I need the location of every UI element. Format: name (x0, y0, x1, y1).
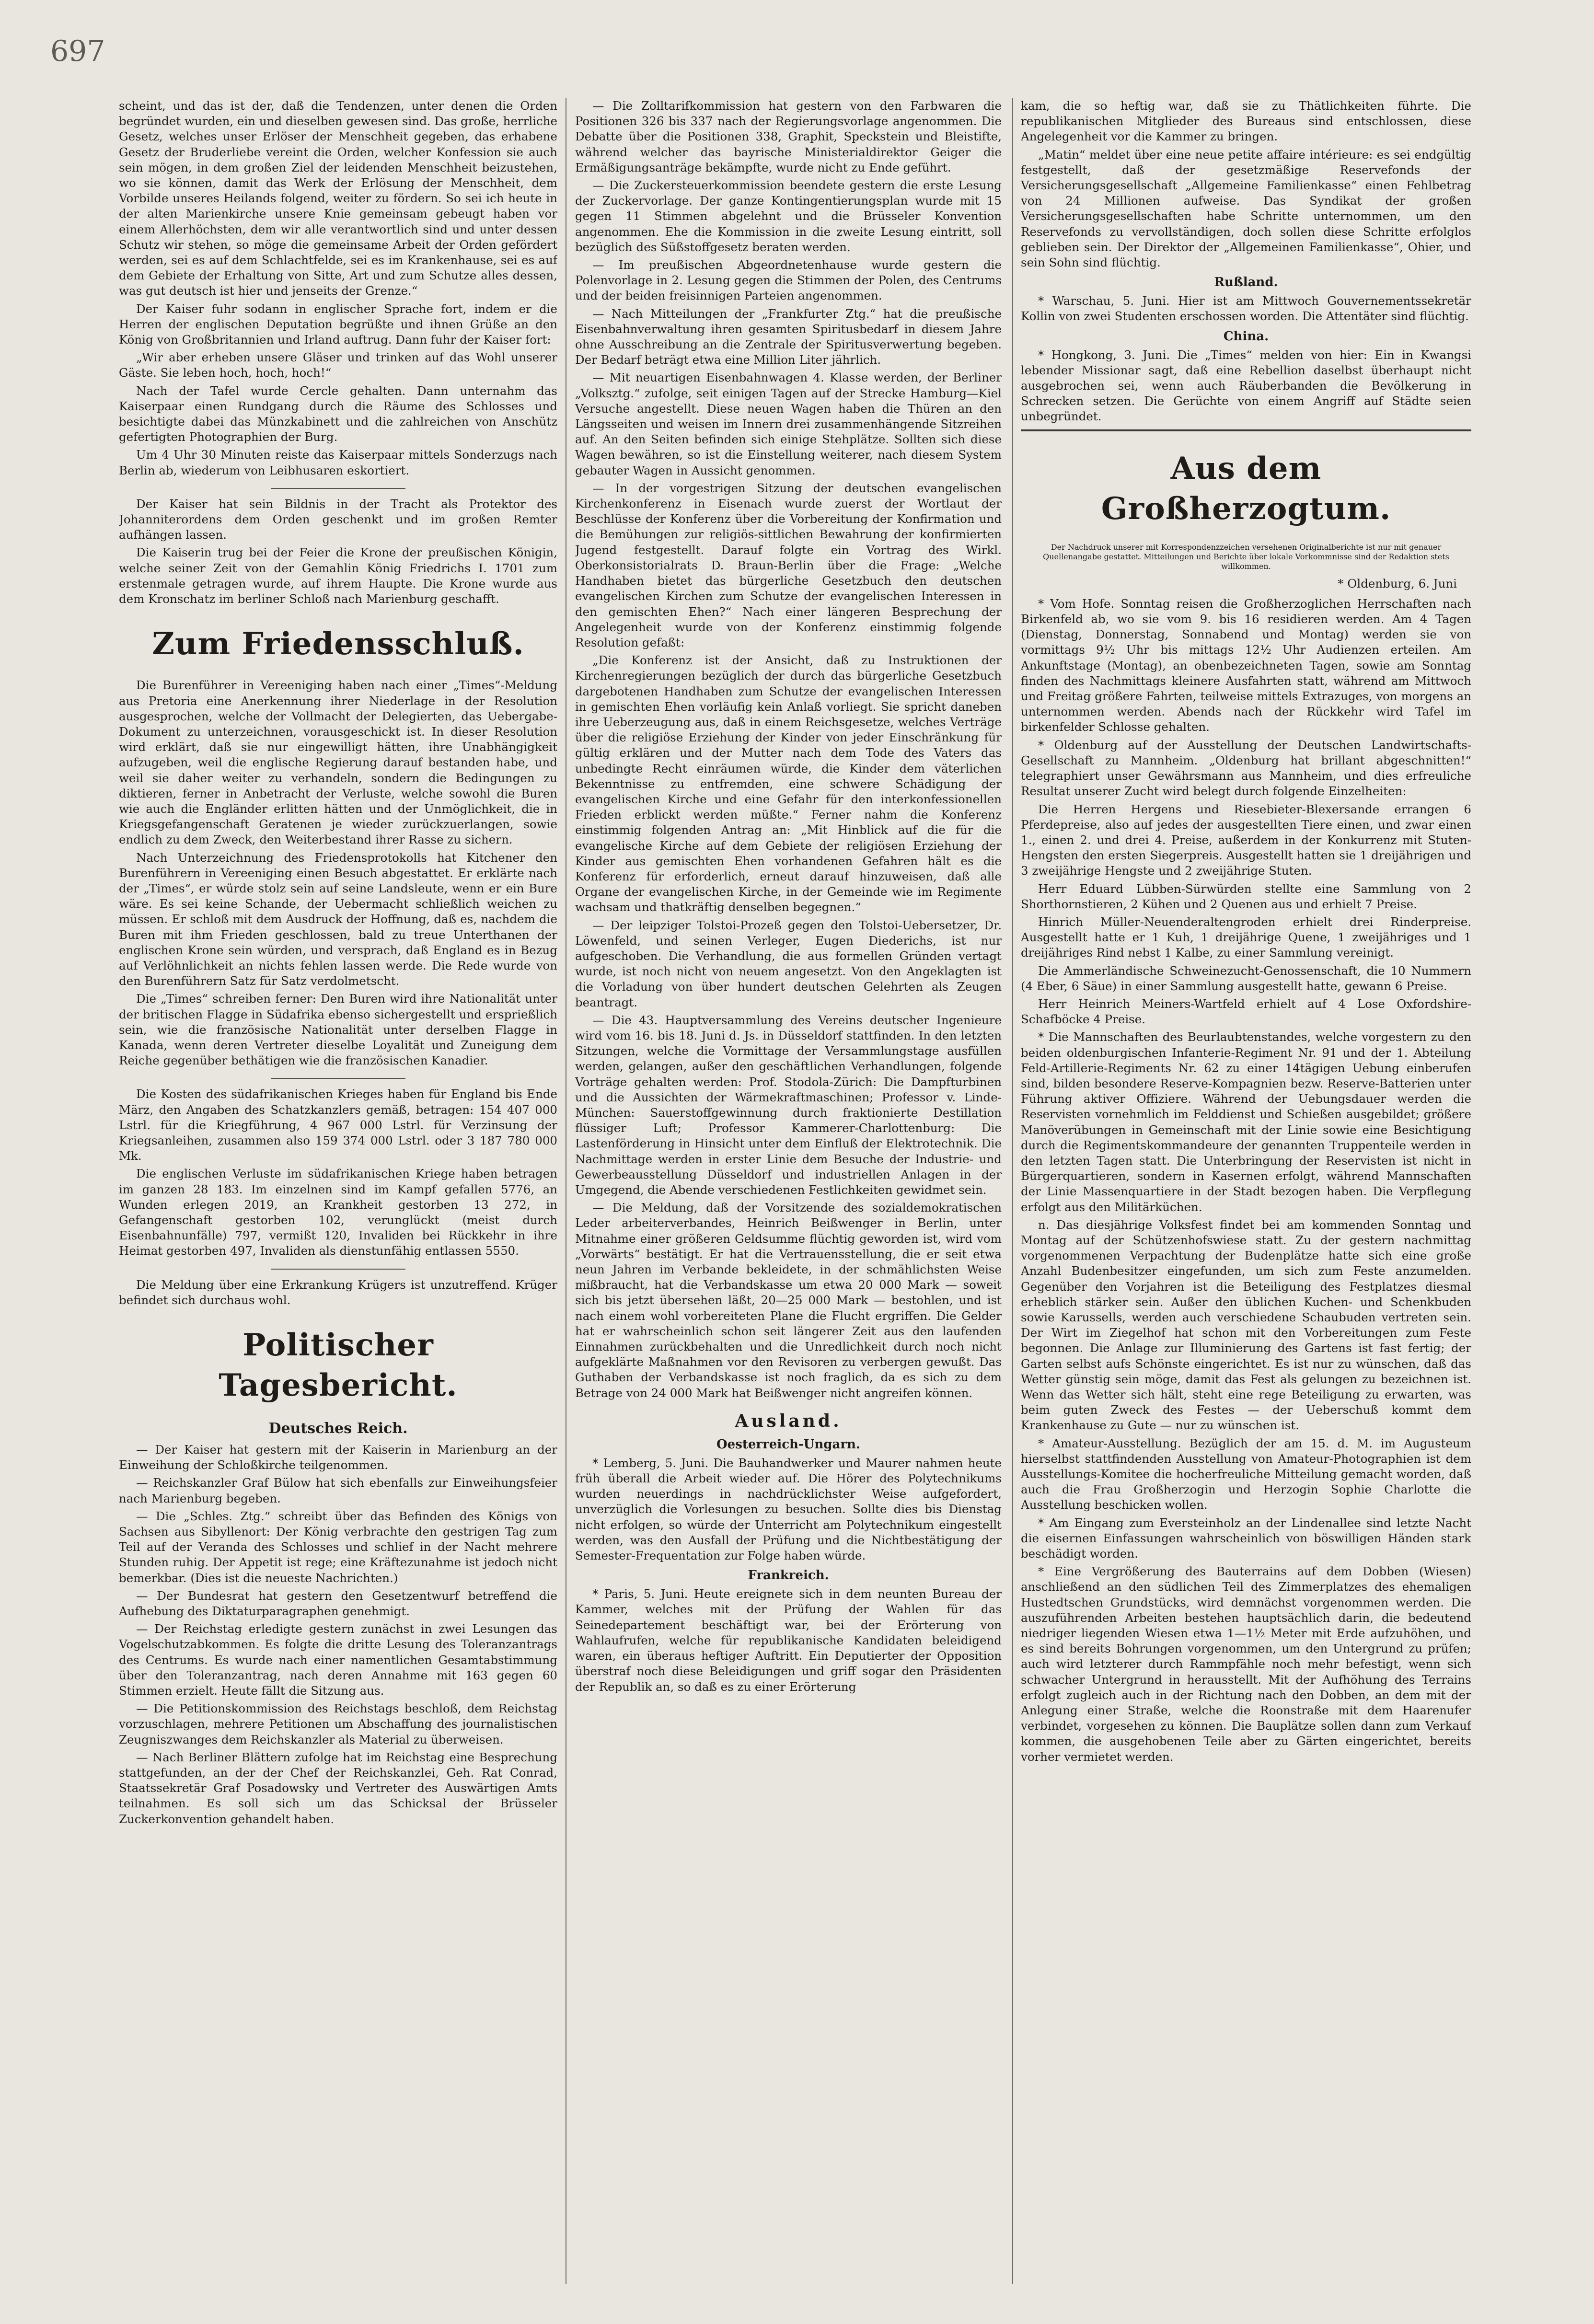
news-item: — Die Meldung, daß der Vorsitzende des sozialdemokratischen Leder arbeiterverbandes, Heinrich Beißwenger in Berlin, unter Mitnahme einer größeren Geldsumme flüchtig geworden ist, wird vom „Vorwärts“ bestätigt. Er hat die Vertrauensstellung, die er seit etwa neun Jahren im Verbande bekleidete, in der schmählichsten Weise mißbraucht, hat die Verbandskasse um etwa 20 000 Mark — soweit sich bis jetzt übersehen läßt, 20—25 000 Mark — bestohlen, und ist nach einem wohl vorbereiteten Plane die Flucht ergriffen. Die Gelder hat er wahrscheinlich schon seit längerer Zeit aus den laufenden Einnahmen zurückbehalten und die Unredlichkeit durch noch nicht aufgeklärte Maßnahmen vor den Revisoren zu verbergen gewußt. Das Guthaben der Verbandskasse ist noch fraglich, da es sich zu dem Betrage von 24 000 Mark hat Beißwenger nicht angreifen können. (575, 1201, 1002, 1400)
article-paragraph: Nach der Tafel wurde Cercle gehalten. Dann unternahm das Kaiserpaar einen Rundgang durch die Räume des Schlosses und besichtigte dabei das Münzkabinett und die zahlreichen von Anschütz gefertigten Photographien der Burg. (119, 383, 557, 444)
news-item: Hinrich Müller-Neuenderaltengroden erhielt drei Rinderpreise. Ausgestellt hatte er 1 Kuh, 1 dreijährige Quene, 1 zweijähriges und 1 dreijähriges Rind nebst 1 Kalbe, zu einer Sammlung vereinigt. (1021, 914, 1471, 960)
news-item: * Vom Hofe. Sonntag reisen die Großherzoglichen Herrschaften nach Birkenfeld ab, wo sie vom 9. bis 16 residieren werden. Am 4 Tagen (Dienstag, Donnerstag, Sonnabend und Montag) werden sie von vormittags 9½ Uhr bis mittags 12½ Uhr Audienzen erteilen. Am Ankunftstage (Montag), an obenbezeichneten Tagen, sowie am Sonntag finden des Nachmittags kleinere Ausfahrten statt, während am Mittwoch und Freitag größere Fahrten, teilweise mittels Extrazuges, von morgens an unternommen werden. Abends nach der Rückkehr wird Tafel im birkenfelder Schlosse gehalten. (1021, 596, 1471, 734)
news-item: — Nach Mitteilungen der „Frankfurter Ztg.“ hat die preußische Eisenbahnverwaltung ihren gesamten Spiritusbedarf in diesem Jahre ohne Ausschreibung an die Zentrale der Spiritusverwertung begeben. Der Bedarf beträgt etwa eine Million Liter jährlich. (575, 306, 1002, 367)
country-heading-russia: Rußland. (1214, 275, 1278, 290)
news-item: * Die Mannschaften des Beurlaubtenstandes, welche vorgestern zu den beiden oldenburgischen Infanterie-Regiment Nr. 91 und der 1. Abteilung Feld-Artillerie-Regiments Nr. 62 zu einer 14tägigen Uebung einberufen sind, bilden besondere Reserve-Kompagnien bezw. Reserve-Batterien unter Führung aktiver Offiziere. Während der Uebungsdauer werden die Reservisten vornehmlich im Felddienst und Schießen ausgebildet; größere Manöverübungen in Gemeinschaft mit der Linie sowie eine Besichtigung durch die Regimentskommandeure der genannten Truppenteile werden in den letzten Tagen statt. Die Unterbringung der Reservisten ist nicht in Bürgerquartieren, sondern in Kasernen erfolgt, während Mannschaften der Linie Massenquartiere in der Stadt bezogen haben. Die Verpflegung erfolgt aus den Militärküchen. (1021, 1030, 1471, 1214)
news-item: * Am Eingang zum Eversteinholz an der Lindenallee sind letzte Nacht die eisernen Einfassungen wahrscheinlich von böswilligen Händen stark beschädigt worden. (1021, 1515, 1471, 1561)
news-item: „Die Konferenz ist der Ansicht, daß zu Instruktionen der Kirchenregierungen bezüglich der durch das bürgerliche Gesetzbuch dargebotenen Handhaben zum Schutze der evangelischen Interessen in gemischten Ehen vorläufig kein Anlaß vorliegt. Sie spricht daneben ihre Ueberzeugung aus, daß in einem Reichsgesetze, welches Verträge über die religiöse Erziehung der Kinder von jeder Einschränkung für gültig erklären und der Mutter nach dem Tode des Vaters das unbedingte Recht einräumen würde, die Kinder dem väterlichen Bekenntnisse zu entfremden, eine schwere Schädigung der evangelischen Kirche und eine Gefahr für den interkonfessionellen Frieden erblickt werden müßte.“ Ferner nahm die Konferenz einstimmig folgenden Antrag an: „Mit Hinblick auf die für die evangelische Kirche auf dem Gebiete der religiösen Erziehung der Kinder aus gemischten Ehen vorhandenen Gefahren hält es die Konferenz für erforderlich, erneut darauf hinzuweisen, daß alle Organe der evangelischen Kirche, in der Gemeinde wie im Regimente wachsam und thatkräftig denselben begegnen.“ (575, 653, 1002, 914)
section-rule (1021, 429, 1471, 431)
article-paragraph: Die Meldung über eine Erkrankung Krügers ist unzutreffend. Krüger befindet sich durchaus wohl. (119, 1277, 557, 1307)
separator (271, 1269, 405, 1270)
news-item: „Matin“ meldet über eine neue petite affaire intérieure: es sei endgültig festgestellt, daß der gesetzmäßige Reservefonds der Versicherungsgesellschaft „Allgemeine Familienkasse“ einen Fehlbetrag von 24 Millionen aufweise. Das Syndikat der großen Versicherungsgesellschaften habe Schritte unternommen, um den Reservefonds zu vervollständigen, doch sollen diese Schritte erfolglos geblieben sein. Der Direktor der „Allgemeinen Familienkasse“, Ohier, und sein Sohn sind flüchtig. (1021, 147, 1471, 270)
news-item: Die Ammerländische Schweinezucht-Genossenschaft, die 10 Nummern (4 Eber, 6 Säue) in einer Sammlung ausgestellt hatte, gewann 6 Preise. (1021, 963, 1471, 993)
article-paragraph: Nach Unterzeichnung des Friedensprotokolls hat Kitchener den Burenführern in Vereeniging einen Besuch abgestattet. Er erklärte nach der „Times“, er würde stolz sein auf seine Landsleute, wenn er ein Bure wäre. Es sei keine Schande, der Uebermacht schließlich weichen zu müssen. Er schloß mit dem Ausdruck der Hoffnung, daß es, nachdem die Buren mit ihm Frieden geschlossen, bald zu treue Unterthanen der englischen Krone sein würden, und versprach, daß England es in Bezug auf Verlöhnlichkeit an nichts fehlen lassen werde. Die Rede wurde von den Burenführern Satz für Satz verdolmetscht. (119, 850, 557, 988)
country-heading-france: Frankreich. (748, 1568, 829, 1583)
news-item: — Der Bundesrat hat gestern den Gesetzentwurf betreffend die Aufhebung des Diktaturparagraphen genehmigt. (119, 1588, 557, 1619)
news-item: — Der Kaiser hat gestern mit der Kaiserin in Marienburg an der Einweihung der Schloßkirche teilgenommen. (119, 1443, 557, 1472)
article-paragraph: Die Kaiserin trug bei der Feier die Krone der preußischen Königin, welche seiner Zeit von der Gemahlin König Friedrichs I. 1701 zum erstenmale getragen wurde, auf ihrem Haupte. Die Krone wurde aus dem Kronschatz im berliner Schloß nach Marienburg geschafft. (119, 545, 557, 606)
news-item: Die Herren Hergens und Riesebieter-Blexersande errangen 6 Pferdepreise, also auf jedes der ausgestellten Tiere einen, und zwar einen 1., einen 2. und drei 4. Preise, außerdem in der Konkurrenz mit Stuten-Hengsten den ersten Siegerpreis. Ausgestellt hatten sie 1 dreijährigen und 3 zweijährige Hengste und 2 zweijährige Stuten. (1021, 802, 1471, 878)
news-item: — Die Zolltarifkommission hat gestern von den Farbwaren die Positionen 326 bis 337 nach der Regierungsvorlage angenommen. Die Debatte über die Positionen 338, Graphit, Speckstein und Bleistifte, während welcher das bayrische Ministerialdirektor Geiger die Ermäßigungsanträge bekämpfte, wurde nicht zu Ende geführt. (575, 99, 1002, 174)
dateline: * Oldenburg, 6. Juni (1338, 576, 1457, 590)
article-paragraph: Der Kaiser fuhr sodann in englischer Sprache fort, indem er die Herren der englischen Deputation begrüßte und ihnen Grüße an den König von Großbritannien und Irland auftrug. Dann fuhr der Kaiser fort: (119, 301, 557, 347)
news-item: * Paris, 5. Juni. Heute ereignete sich in dem neunten Bureau der Kammer, welches mit der Prüfung der Wahlen für das Seinedepartement beschäftigt war, bei der Erörterung von Wahlaufrufen, welche für republikanische Kandidaten beleidigend waren, ein überaus heftiger Auftritt. Ein Deputierter der Opposition überstraf noch diese Beleidigungen und griff sogar den Präsidenten der Republik an, so daß es zu einer Erörterung (575, 1587, 1002, 1694)
news-item: — Nach Berliner Blättern zufolge hat im Reichstag eine Besprechung stattgefunden, an der der Chef der Reichskanzlei, Geh. Rat Conrad, Staatssekretär Graf Posadowsky und Vertreter des Auswärtigen Amts teilnahmen. Es soll sich um das Schicksal der Brüsseler Zuckerkonvention gehandelt haben. (119, 1750, 557, 1826)
news-item: Herr Heinrich Meiners-Wartfeld erhielt auf 4 Lose Oxfordshire-Schafböcke 4 Preise. (1021, 996, 1471, 1027)
article-paragraph: Die „Times“ schreiben ferner: Den Buren wird ihre Nationalität unter der britischen Flagge in Südafrika ebenso sichergestellt und ersprießlich sein, wie die französische Nationalität unter derselben Flagge in Kanada, wenn deren Vertreter dieselbe Loyalität und Zuneigung dem Reiche gegenüber bethätigen wie die französischen Kanadier. (119, 992, 557, 1068)
column-left (119, 98, 557, 2284)
news-item: — Im preußischen Abgeordnetenhause wurde gestern die Polenvorlage in 2. Lesung gegen die Stimmen der Polen, des Centrums und der beiden freisinnigen Parteien angenommen. (575, 258, 1002, 303)
separator (271, 488, 405, 489)
news-item: — Der Reichstag erledigte gestern zunächst in zwei Lesungen das Vogelschutzabkommen. Es folgte die dritte Lesung des Toleranzantrags des Centrums. Es wurde nach einer namentlichen Gesamtabstimmung über den Toleranzantrag, nach deren Annahme mit 163 gegen 60 Stimmen erzielt. Heute fällt die Sitzung aus. (119, 1622, 557, 1698)
country-heading-austria: Oesterreich-Ungarn. (716, 1437, 860, 1452)
news-item: * Lemberg, 5. Juni. Die Bauhandwerker und Maurer nahmen heute früh überall die Arbeit wieder auf. Die Hörer des Polytechnikums wurden neuerdings in nachdrücklichster Weise aufgefordert, unverzüglich die Vorlesungen zu besuchen. Sollte dies bis Dienstag nicht erfolgen, so würde der Unterricht am Polytechnikum eingestellt werden, was den Ausfall der Prüfung und die Nichtbestätigung der Semester-Frequentation zur Folge haben würde. (575, 1456, 1002, 1563)
page-number: 697 (50, 35, 105, 68)
column-divider (1012, 98, 1013, 2284)
news-item: * Amateur-Ausstellung. Bezüglich der am 15. d. M. im Augusteum hierselbst stattfindenden Ausstellung von Amateur-Photographien ist dem Ausstellungs-Komitee die hocherfreuliche Mitteilung gemacht worden, daß auch die Frau Großherzogin und Herzogin Sophie Charlotte die Ausstellung beschicken wollen. (1021, 1436, 1471, 1512)
section-heading-abroad: Ausland. (735, 1411, 842, 1431)
news-item: — Die 43. Hauptversammlung des Vereins deutscher Ingenieure wird vom 16. bis 18. Juni d. Js. in Düsseldorf stattfinden. In den letzten Sitzungen, welche die Vormittage der Versammlungstage ausfüllen werden, gelangen, außer den geschäftlichen Verhandlungen, folgende Vorträge gehalten werden: Prof. Stodola-Zürich: Die Dampfturbinen und die Aussichten der Wärmekraftmaschinen; Professor v. Linde-München: Sauerstoffgewinnung durch fraktionierte Destillation flüssiger Luft; Professor Kammerer-Charlottenburg: Die Lastenförderung in Hinsicht unter dem Einfluß der Elektrotechnik. Die Nachmittage werden in erster Linie dem Besuche der Industrie- und Gewerbeausstellung Düsseldorf und industriellen Anlagen in der Umgegend, die Abende verschiedenen Festlichkeiten gewidmet sein. (575, 1013, 1002, 1197)
news-item: — In der vorgestrigen Sitzung der deutschen evangelischen Kirchenkonferenz in Eisenach wurde zuerst der Wortlaut der Beschlüsse der Konferenz über die Vorbereitung der Konfirmation und die Bemühungen zur religiös-sittlichen Bewahrung der konfirmierten Jugend festgestellt. Darauf folgte ein Vortrag des Wirkl. Oberkonsistorialrats D. Braun-Berlin über die Frage: „Welche Handhaben bietet das bürgerliche Gesetzbuch den deutschen evangelischen Kirchen zum Schutze der evangelischen Interessen in den gemischten Ehen?“ Nach einer längeren Besprechung der Angelegenheit wurde von der Konferenz einstimmig folgende Resolution gefaßt: (575, 481, 1002, 649)
news-item: — Die Zuckersteuerkommission beendete gestern die erste Lesung der Zuckervorlage. Der ganze Kontingentierungsplan wurde mit 15 gegen 11 Stimmen abgelehnt und die Brüsseler Konvention angenommen. Ehe die Kommission in die zweite Lesung eintritt, soll bezüglich des Süßstoffgesetz beraten werden. (575, 178, 1002, 254)
subsection-heading-reich: Deutsches Reich. (268, 1420, 408, 1437)
article-paragraph: „Wir aber erheben unsere Gläser und trinken auf das Wohl unserer Gäste. Sie leben hoch, hoch, hoch!“ (119, 350, 557, 380)
news-item: n. Das diesjährige Volksfest findet bei am kommenden Sonntag und Montag auf der Schützenhofswiese statt. Zu der gestern nachmittag vorgenommenen Verpachtung der Budenplätze hatte sich eine große Anzahl Budenbesitzer eingefunden, um sich zum Feste anzumelden. Gegenüber den Vorjahren ist die Beteiligung des Festplatzes diesmal erheblich stärker sein. Außer den üblichen Kuchen- und Schenkbuden sowie Karussells, werden auch verschiedene Schaubuden vertreten sein. Der Wirt im Ziegelhof hat schon mit den Vorbereitungen zum Feste begonnen. Die Anlage zur Illuminierung des Gartens ist fast fertig; der Garten selbst aufs Schönste eingerichtet. Es ist nur zu wünschen, daß das Wetter günstig sein möge, damit das Fest als gelungen zu bezeichnen ist. Wenn das Wetter sich hält, steht eine rege Beteiligung zu erwarten, was beim guten Zweck des Festes — der Ueberschuß kommt dem Krankenhause zu Gute — nur zu wünschen ist. (1021, 1217, 1471, 1433)
country-heading-china: China. (1223, 329, 1269, 344)
column-middle (575, 98, 1002, 2284)
section-heading-peace: Zum Friedensschluß. (152, 626, 524, 662)
article-paragraph: scheint, und das ist der, daß die Tendenzen, unter denen die Orden begründet wurden, ein und dieselben gewesen sind. Das große, herrliche Gesetz, welches unser Erlöser der Menschheit gegeben, das erhabene Gesetz der Bruderliebe vereint die Orden, welcher Konfession sie auch sein mögen, in dem großen Ziel der leidenden Menschheit beizustehen, wo sie können, damit das Werk der Erlösung der Menschheit, dem Vorbilde unseres Heilands folgend, weiter zu fördern. So sei ich heute in der alten Marienkirche unsere Knie gemeinsam gebeugt haben vor einem Allerhöchsten, dem wir alle verantwortlich sind und unter dessen Schutz wir stehen, so möge die gemeinsame Arbeit der Orden gefördert werden, sei es auf dem Schlachtfelde, sei es im Krankenhause, sei es auf dem Gebiete der Erhaltung von Sitte, Art und zum Schutze alles dessen, was gut deutsch ist hier und jenseits der Grenze.“ (119, 99, 557, 298)
reprint-notice: Der Nachdruck unserer mit Korrespondenzzeichen versehenen Originalberichte ist nur mit genauer Quellenangabe gestattet. Mitteilungen und Berichte über lokale Vorkommnisse sind der Redaktion stets willkommen. (1043, 542, 1449, 571)
article-paragraph: Die Burenführer in Vereeniging haben nach einer „Times“-Meldung aus Pretoria eine Anerkennung ihrer Niederlage in der Resolution ausgesprochen, welche der Vollmacht der Delegierten, das Uebergabe-Dokument zu unterzeichnen, vorausgeschickt ist. In dieser Resolution wird erklärt, daß sie nur eingewilligt hätten, ihre Unabhängigkeit aufzugeben, weil die englische Regierung darauf bestanden habe, und weil sie daher weiter zu verhandeln, sondern die Bedingungen zu diktieren, ferner in Anbetracht der Verluste, welche sowohl die Buren wie auch die Engländer erlitten hätten und der Unmöglichkeit, die in Kriegsgefangenschaft Geratenen je wieder zurückzuerlangen, sowie endlich zu dem Zweck, den Weiterbestand ihrer Rasse zu sichern. (119, 678, 557, 847)
news-item: * Eine Vergrößerung des Bauterrains auf dem Dobben (Wiesen) anschließend an den südlichen Teil des Zimmerplatzes des ehemaligen Hustedtschen Grundstücks, wird demnächst vorgenommen werden. Die auszuführenden Arbeiten bestehen hauptsächlich darin, die bedeutend niedriger liegenden Wiesen etwa 1—1½ Meter mit Erde aufzuhöhen, und es sind bereits Bohrungen vorgenommen, um den Untergrund zu prüfen; auch wird letzterer durch Rammpfähle noch mehr befestigt, wenn sich schwacher Untergrund in herausstellt. Mit der Aufhöhung des Terrains erfolgt zugleich auch in der Richtung nach den Dobben, an dem mit der Anlegung einer Straße, welche die Roonstraße mit dem Haarenufer verbindet, vorgesehen zu können. Die Bauplätze sollen dann zum Verkauf kommen, die ausgehobenen Teile aber zu Gärten eingerichtet, bereits vorher vermietet werden. (1021, 1564, 1471, 1764)
news-item: — Die Petitionskommission des Reichstags beschloß, dem Reichstag vorzuschlagen, mehrere Petitionen um Abschaffung des journalistischen Zeugniszwanges dem Reichskanzler als Material zu überweisen. (119, 1701, 557, 1746)
news-item: — Reichskanzler Graf Bülow hat sich ebenfalls zur Einweihungsfeier nach Marienburg begeben. (119, 1476, 557, 1505)
news-item: — Die „Schles. Ztg.“ schreibt über das Befinden des Königs von Sachsen aus Sibyllenort: Der König verbrachte den gestrigen Tag zum Teil auf der Veranda des Schlosses und schlief in der Nacht mehrere Stunden ruhig. Der Appetit ist rege; eine Kräftezunahme ist jedoch nicht bemerkbar. (Dies ist die neueste Nachrichten.) (119, 1509, 557, 1585)
news-item: * Oldenburg auf der Ausstellung der Deutschen Landwirtschafts-Gesellschaft zu Mannheim. „Oldenburg hat brillant abgeschnitten!“ telegraphiert unser Gewährsmann aus Mannheim, und dies erfreuliche Resultat unserer Zucht wird belegt durch folgende Einzelheiten: (1021, 738, 1471, 798)
article-paragraph: kam, die so heftig war, daß sie zu Thätlichkeiten führte. Die republikanischen Mitglieder des Bureaus sind entschlossen, diese Angelegenheit vor die Kammer zu bringen. (1021, 99, 1471, 144)
news-item: * Warschau, 5. Juni. Hier ist am Mittwoch Gouvernementssekretär Kollin von zwei Studenten erschossen worden. Die Attentäter sind flüchtig. (1021, 294, 1471, 324)
article-paragraph: Der Kaiser hat sein Bildnis in der Tracht als Protektor des Johanniterordens dem Orden geschenkt und im großen Remter aufhängen lassen. (119, 497, 557, 542)
news-item: — Mit neuartigen Eisenbahnwagen 4. Klasse werden, der Berliner „Volksztg.“ zufolge, seit einigen Tagen auf der Strecke Hamburg—Kiel Versuche angestellt. Diese neuen Wagen haben die Thüren an den Längsseiten und weisen im Innern drei zusammenhängende Sitzreihen auf. An den Seiten befinden sich einige Stehplätze. Sollten sich diese Wagen bewähren, so ist die Einstellung weiterer, nach diesem System gebauter Wagen in Aussicht genommen. (575, 370, 1002, 477)
article-paragraph: Die englischen Verluste im südafrikanischen Kriege haben betragen im ganzen 28 183. Im einzelnen sind im Kampf gefallen 5776, an Wunden erlegen 2019, an Krankheit gestorben 13 272, in Gefangenschaft gestorben 102, verunglückt (meist durch Eisenbahnunfälle) 797, vermißt 120, Invaliden bei Rückkehr in ihre Heimat gestorben 497, Invaliden als dienstunfähig entlassen 5550. (119, 1167, 557, 1258)
article-paragraph: Die Kosten des südafrikanischen Krieges haben für England bis Ende März, den Angaben des Schatzkanzlers gemäß, betragen: 154 407 000 Lstrl. für die Kriegführung, 4 967 000 Lstrl. für Verzinsung der Kriegsanleihen, zusammen also 159 374 000 Lstrl. oder 3 187 780 000 Mk. (119, 1087, 557, 1163)
news-item: — Der leipziger Tolstoi-Prozeß gegen den Tolstoi-Uebersetzer, Dr. Löwenfeld, und seinen Verleger, Eugen Diederichs, ist nur aufgeschoben. Die Verhandlung, die aus formellen Gründen vertagt wurde, ist noch nicht von neuem angesetzt. Von den Angeklagten ist die Vorladung von über hundert deutschen Gelehrten als Zeugen beantragt. (575, 918, 1002, 1009)
section-heading-grand-duchy: Aus dem Großherzogtum. (1101, 450, 1391, 527)
news-item: * Hongkong, 3. Juni. Die „Times“ melden von hier: Ein in Kwangsi lebender Missionar sagt, daß eine Rebellion daselbst überhaupt nicht ausgebrochen sei, wenn auch Räuberbanden die Bevölkerung in Schrecken setzen. Die Gerüchte von einem Angriff auf Städte seien unbegründet. (1021, 347, 1471, 424)
news-item: Herr Eduard Lübben-Sürwürden stellte eine Sammlung von 2 Shorthornstieren, 2 Kühen und 2 Quenen aus und erhielt 7 Preise. (1021, 881, 1471, 911)
separator (271, 1078, 405, 1079)
article-paragraph: Um 4 Uhr 30 Minuten reiste das Kaiserpaar mittels Sonderzugs nach Berlin ab, wiederum von Leibhusaren eskortiert. (119, 448, 557, 477)
section-heading-daily-report: Politischer Tagesbericht. (219, 1327, 458, 1404)
column-right (1021, 98, 1471, 2284)
